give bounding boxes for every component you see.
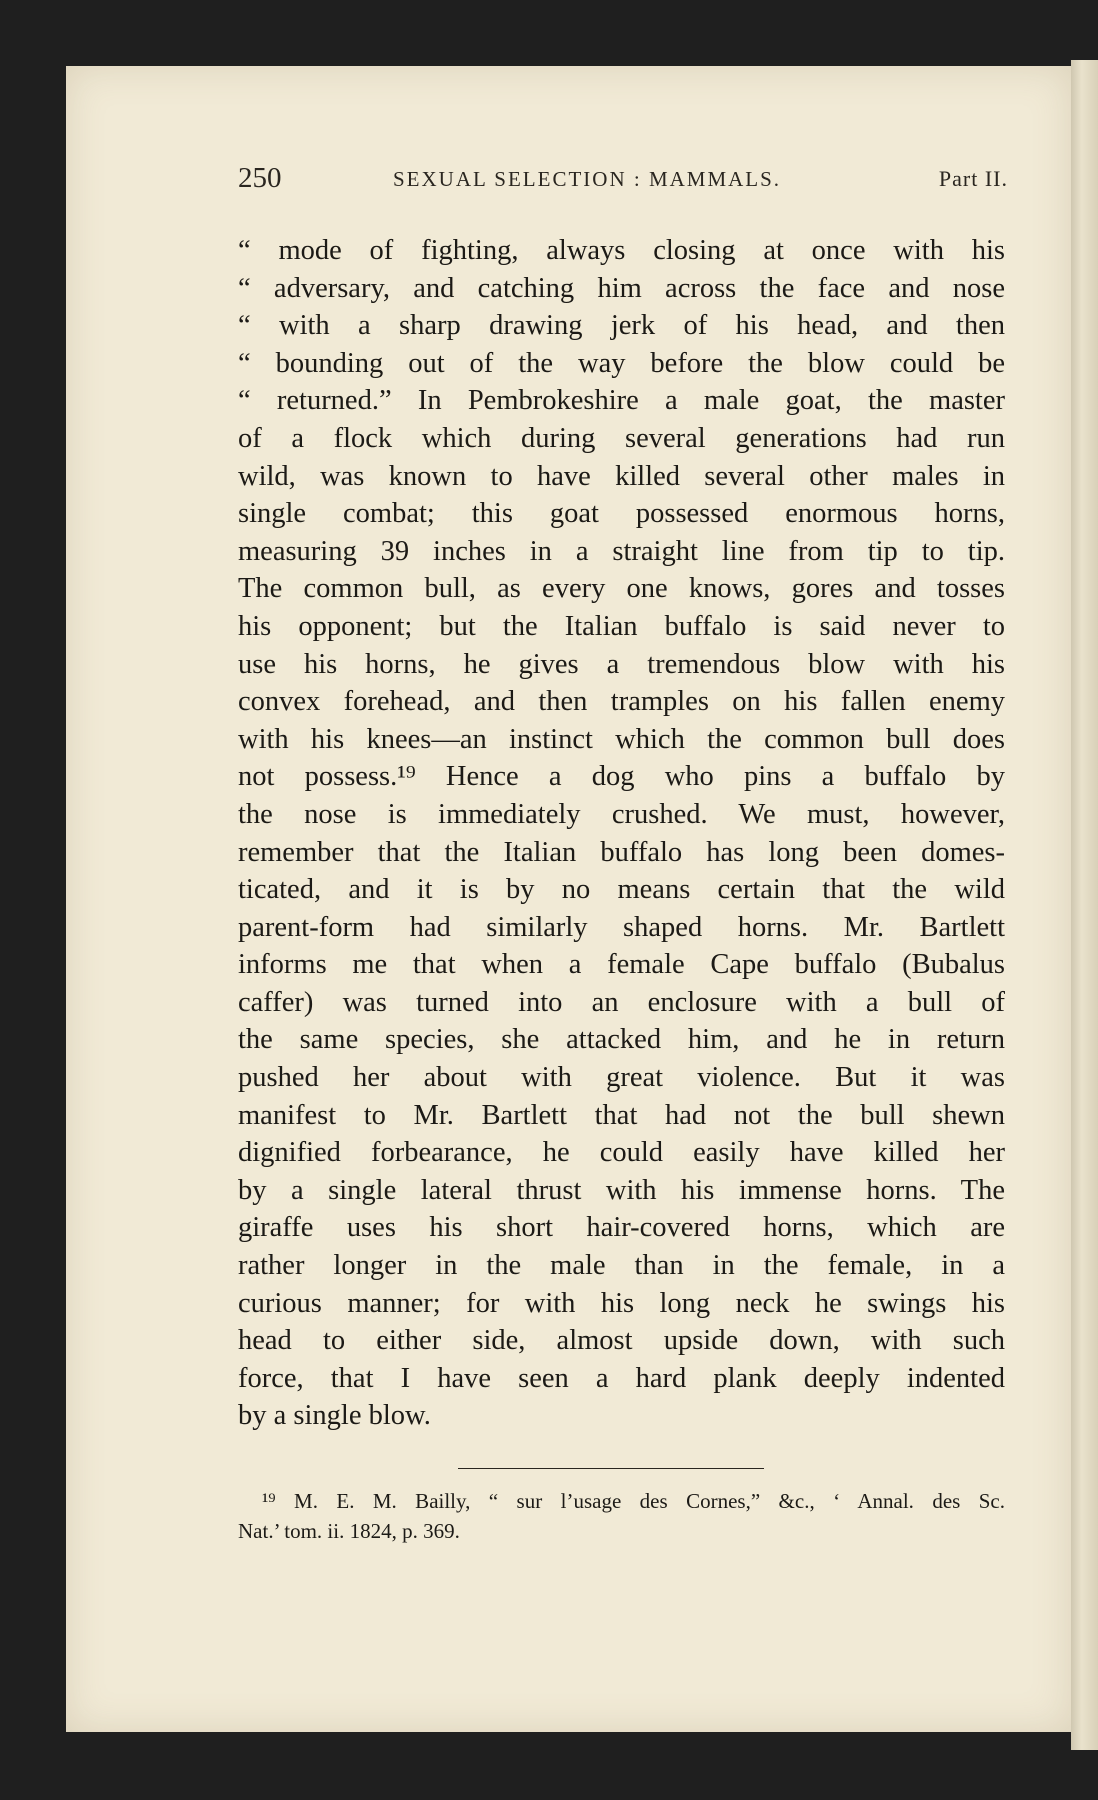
text-line: head to either side, almost upside down, with such [238,1325,1005,1357]
footnote [238,1486,1005,1546]
next-page-edge [1071,60,1098,1750]
text-line: measuring 39 inches in a straight line from tip to tip. [238,535,1005,567]
text-line: “ with a sharp drawing jerk of his head, and then [238,310,1005,342]
text-line: remember that the Italian buffalo has long been domes- [238,836,1005,868]
text-line: The common bull, as every one knows, gores and tosses [238,573,1005,605]
text-line: pushed her about with great violence. But it was [238,1062,1005,1094]
text-line: force, that I have seen a hard plank deeply indented [238,1362,1005,1394]
text-line: curious manner; for with his long neck he swings his [238,1287,1005,1319]
text-line: informs me that when a female Cape buffalo (Bubalus [238,949,1005,981]
page-header [238,162,1008,202]
part-label: Part II. [938,166,1008,191]
footnote-rule [458,1468,764,1469]
text-line: wild, was known to have killed several other males in [238,460,1005,492]
text-line: by a single lateral thrust with his immense horns. The [238,1174,1005,1206]
text-line: giraffe uses his short hair-covered horns, which are [238,1212,1005,1244]
running-title: SEXUAL SELECTION : MAMMALS. [393,167,782,191]
text-line: caffer) was turned into an enclosure with a bull of [238,986,1005,1018]
text-line: use his horns, he gives a tremendous blow with his [238,648,1005,680]
text-line: with his knees—an instinct which the common bull does [238,723,1005,755]
text-line: ticated, and it is by no means certain that the wild [238,874,1005,906]
text-line: manifest to Mr. Bartlett that had not the bull shewn [238,1099,1005,1131]
footnote-line: ¹⁹ M. E. M. Bailly, “ sur l’usage des Cornes,” &c., ‘ Annal. des Sc. [262,1489,1005,1513]
footnote-line: Nat.’ tom. ii. 1824, p. 369. [238,1519,460,1543]
text-line: single combat; this goat possessed enormous horns, [238,498,1005,530]
body-text [238,232,1005,1435]
text-line: dignified forbearance, he could easily have killed her [238,1137,1005,1169]
text-line: of a flock which during several generations had run [238,422,1005,454]
text-line: not possess.¹⁹ Hence a dog who pins a buffalo by [238,761,1005,793]
text-line: by a single blow. [238,1400,431,1432]
text-line: the nose is immediately crushed. We must, however, [238,798,1005,830]
text-line: parent-form had similarly shaped horns. Mr. Bartlett [238,911,1005,943]
page-number: 250 [238,162,282,194]
text-line: rather longer in the male than in the female, in a [238,1250,1005,1282]
text-line: “ mode of fighting, always closing at once with his [238,235,1005,266]
text-line: convex forehead, and then tramples on his fallen enemy [238,686,1005,718]
text-line: “ adversary, and catching him across the face and nose [238,272,1005,304]
text-line: his opponent; but the Italian buffalo is said never to [238,610,1005,642]
text-line: “ returned.” In Pembrokeshire a male goat, the master [238,385,1005,417]
text-line: the same species, she attacked him, and he in return [238,1024,1005,1056]
text-line: “ bounding out of the way before the blow could be [238,347,1005,379]
